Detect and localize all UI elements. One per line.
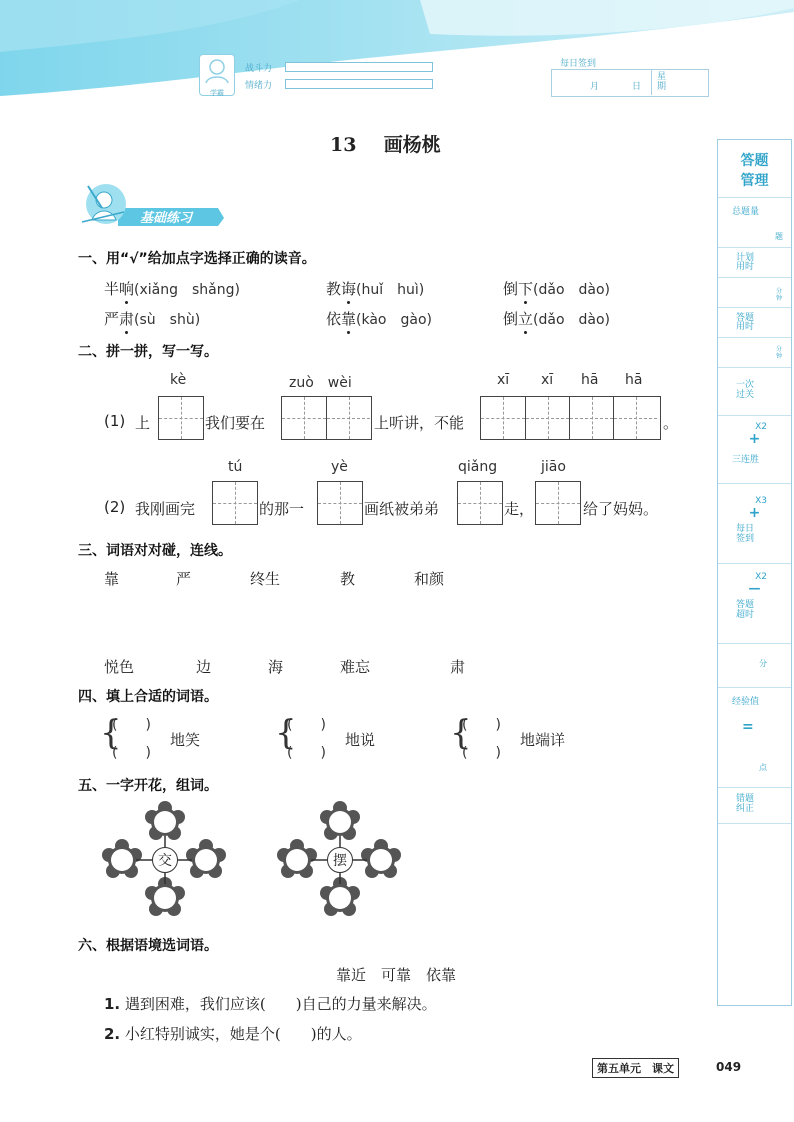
match-word-bottom[interactable]: 悦色 bbox=[104, 658, 135, 676]
q5-title: 五、一字开花，组词。 bbox=[78, 778, 218, 794]
flower-petal-icon bbox=[361, 839, 401, 878]
q2-pinyin: yè bbox=[331, 459, 348, 475]
avatar-caption: 学霸 bbox=[210, 89, 224, 97]
flower-petal-icon bbox=[277, 839, 317, 878]
q2-line1-end: 。 bbox=[663, 414, 679, 432]
q2-line1-number: (1) bbox=[104, 412, 126, 430]
lesson-number: 13 bbox=[330, 134, 357, 156]
q4-item: 地端详 bbox=[520, 731, 566, 749]
match-word-bottom[interactable]: 肃 bbox=[450, 658, 466, 676]
q4-title: 四、填上合适的词语。 bbox=[78, 689, 218, 705]
q4-item: 地笑 bbox=[170, 731, 201, 749]
avatar bbox=[199, 54, 235, 96]
answer-blank[interactable]: ( ) bbox=[287, 717, 326, 733]
q1-item: 依靠(kào gào) bbox=[326, 310, 432, 328]
writing-grid[interactable] bbox=[317, 481, 363, 525]
flower-diagram bbox=[100, 800, 410, 925]
signin-day: 日 bbox=[632, 82, 642, 92]
q2-line2-number: (2) bbox=[104, 498, 126, 516]
q2-pinyin: tú bbox=[228, 459, 243, 475]
section-badge-label: 基础练习 bbox=[140, 211, 193, 226]
signin-divider bbox=[651, 70, 652, 95]
flower-center-char: 交 bbox=[152, 847, 178, 873]
match-word-top[interactable]: 和颜 bbox=[414, 570, 445, 588]
flower-petal-icon bbox=[145, 801, 185, 840]
q2-line1-text: 上听讲，不能 bbox=[374, 414, 465, 432]
mood-power-label: 情绪力 bbox=[245, 81, 273, 91]
flower-petal-icon bbox=[186, 839, 226, 878]
sidebar-one-pass[interactable]: 一次 过关 bbox=[718, 368, 791, 416]
sidebar-error-correction[interactable]: 错题 纠正 bbox=[718, 788, 791, 824]
mood-power-bar bbox=[285, 79, 433, 89]
q2-pinyin: jiāo bbox=[541, 459, 566, 475]
q2-pinyin: qiǎng bbox=[458, 459, 498, 475]
q6-title: 六、根据语境选词语。 bbox=[78, 938, 218, 954]
sidebar-daily-signin[interactable]: X3 + 每日 签到 bbox=[718, 484, 791, 564]
lesson-title: 画杨桃 bbox=[383, 134, 441, 156]
answer-management-sidebar bbox=[717, 139, 792, 1006]
signin-title: 每日签到 bbox=[560, 59, 597, 69]
sidebar-experience: 经验值 = 点 bbox=[718, 688, 791, 788]
q1-item: 倒下(dǎo dào) bbox=[503, 280, 611, 298]
writing-grid[interactable] bbox=[158, 396, 204, 440]
q2-line1-text: 上 bbox=[135, 414, 151, 432]
avatar-icon bbox=[200, 55, 234, 85]
q6-word-options: 靠近 可靠 依靠 bbox=[336, 966, 457, 984]
q1-item: 教诲(huǐ huì) bbox=[326, 280, 425, 298]
signin-month: 月 bbox=[590, 82, 600, 92]
q1-title: 一、用“√”给加点字选择正确的读音。 bbox=[78, 251, 316, 267]
answer-blank[interactable]: ( ) bbox=[112, 745, 151, 761]
writing-grid[interactable] bbox=[212, 481, 258, 525]
q6-item: 1. 遇到困难，我们应该( )自己的力量来解决。 bbox=[104, 995, 437, 1013]
flower-center-char: 摆 bbox=[327, 847, 353, 873]
q2-pinyin: kè bbox=[170, 372, 187, 388]
sidebar-title: 答题 管理 bbox=[718, 140, 791, 198]
match-word-bottom[interactable]: 边 bbox=[196, 658, 212, 676]
q2-title: 二、拼一拼，写一写。 bbox=[78, 344, 218, 360]
q2-line2-text: 的那一 bbox=[259, 500, 305, 518]
writing-grid[interactable] bbox=[281, 396, 372, 440]
brace-icon: { bbox=[275, 713, 297, 753]
flower-petal-icon bbox=[102, 839, 142, 878]
q1-item: 严肃(sù shù) bbox=[104, 310, 201, 328]
q2-line1-text: 我们要在 bbox=[205, 414, 266, 432]
match-word-top[interactable]: 终生 bbox=[250, 570, 281, 588]
q1-item: 半响(xiǎng shǎng) bbox=[104, 280, 240, 298]
battle-power-bar bbox=[285, 62, 433, 72]
sidebar-score: 分 bbox=[718, 644, 791, 688]
sidebar-answer-time[interactable]: 答题 用时 bbox=[718, 308, 791, 338]
q4-item: 地说 bbox=[345, 731, 376, 749]
answer-blank[interactable]: ( ) bbox=[112, 717, 151, 733]
sidebar-three-wins[interactable]: X2 + 三连胜 bbox=[718, 416, 791, 484]
signin-weekday: 星期 bbox=[657, 72, 667, 92]
q2-pinyin: hā bbox=[581, 372, 599, 388]
sidebar-plan-minutes: 分钟 bbox=[718, 278, 791, 308]
answer-blank[interactable]: ( ) bbox=[287, 745, 326, 761]
q2-pinyin: xī bbox=[497, 372, 510, 388]
writing-grid[interactable] bbox=[535, 481, 581, 525]
q1-item: 倒立(dǎo dào) bbox=[503, 310, 611, 328]
footer-unit-label: 第五单元 课文 bbox=[592, 1058, 679, 1078]
answer-blank[interactable]: ( ) bbox=[462, 717, 501, 733]
page-number: 049 bbox=[716, 1060, 742, 1074]
q6-item: 2. 小红特别诚实，她是个( )的人。 bbox=[104, 1025, 362, 1043]
q2-line2-text: 给了妈妈。 bbox=[583, 500, 659, 518]
brace-icon: { bbox=[100, 713, 122, 753]
writing-grid[interactable] bbox=[457, 481, 503, 525]
match-word-bottom[interactable]: 海 bbox=[268, 658, 284, 676]
sidebar-answer-minutes: 分钟 bbox=[718, 338, 791, 368]
q2-line2-text: 画纸被弟弟 bbox=[364, 500, 440, 518]
match-word-top[interactable]: 靠 bbox=[104, 570, 120, 588]
q2-pinyin: xī bbox=[541, 372, 554, 388]
q2-line2-text: 走， bbox=[504, 500, 535, 518]
sidebar-plan-time[interactable]: 计划 用时 bbox=[718, 248, 791, 278]
match-word-bottom[interactable]: 难忘 bbox=[340, 658, 371, 676]
page-title bbox=[330, 130, 441, 157]
writing-grid[interactable] bbox=[480, 396, 661, 440]
sidebar-overtime[interactable]: X2 — 答题 超时 bbox=[718, 564, 791, 644]
q2-pinyin: zuò wèi bbox=[289, 375, 352, 391]
sidebar-total-questions[interactable]: 总题量 题 bbox=[718, 198, 791, 248]
answer-blank[interactable]: ( ) bbox=[462, 745, 501, 761]
flower-petal-icon bbox=[320, 801, 360, 840]
match-word-top[interactable]: 教 bbox=[340, 570, 356, 588]
signin-box[interactable] bbox=[551, 69, 709, 97]
q2-line2-text: 我刚画完 bbox=[135, 500, 196, 518]
brace-icon: { bbox=[450, 713, 472, 753]
match-word-top[interactable]: 严 bbox=[176, 570, 192, 588]
q2-pinyin: hā bbox=[625, 372, 643, 388]
q3-title: 三、词语对对碰，连线。 bbox=[78, 543, 232, 559]
battle-power-label: 战斗力 bbox=[245, 64, 273, 74]
